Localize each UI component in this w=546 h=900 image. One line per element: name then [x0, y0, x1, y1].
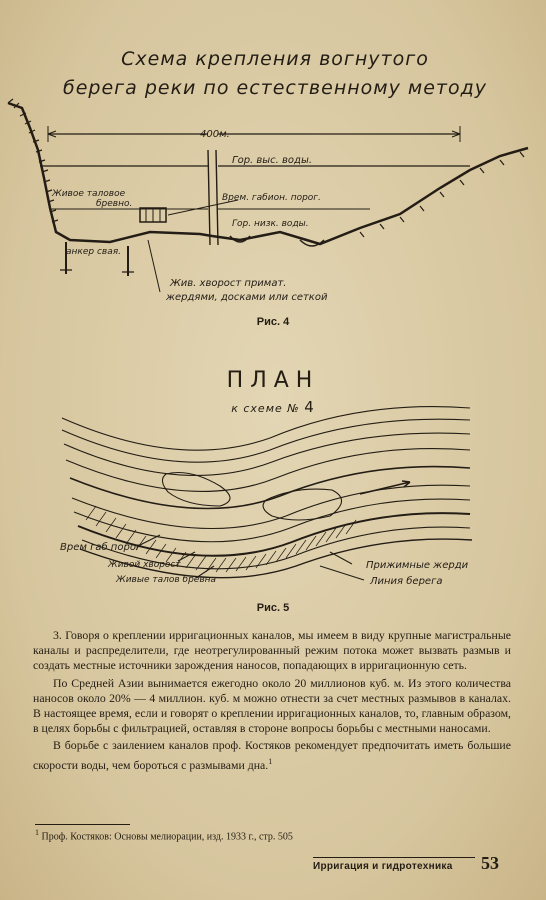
plan-logs-label: Живые талов бревна	[116, 575, 217, 585]
willow-log-label2: бревно.	[96, 199, 133, 209]
figure4-caption: Рис. 4	[256, 316, 290, 328]
paragraph-1: 3. Говоря о креплении ирригационных каналов, мы имеем в виду крупные магистральные каналы и распределители, где неотрегулированный режим потока может вызвать размыв и создать местные источники зарождения наносов, попадающих в ирригационную сеть.	[33, 628, 511, 673]
figure5-caption: Рис. 5	[256, 602, 290, 614]
width-label: 400м.	[200, 129, 230, 140]
footnote: $^1$ Проф. Костяков: Основы мелиорации, изд. 1933 г., стр. 505	[35, 828, 293, 843]
plan-brush-label: Живой хворост	[108, 560, 181, 570]
figure5-subtitle: к схеме № 4	[231, 398, 315, 416]
brush-label-2: жердями, досками или сеткой	[166, 292, 328, 303]
footer-rule	[313, 857, 475, 858]
body-text	[33, 628, 511, 773]
anchor-label: анкер свая.	[66, 247, 121, 257]
plan-gabion-label: Врем габ порог	[60, 542, 142, 553]
plan-poles-label: Прижимные жерди	[366, 560, 469, 571]
footnote-ref: 1	[268, 756, 273, 766]
high-water-label: Гор. выс. воды.	[232, 155, 313, 166]
gabion-label: Врем. габион. порог.	[222, 193, 321, 203]
brush-label-1: Жив. хворост примат.	[170, 278, 287, 289]
paragraph-3: В борьбе с заилением каналов проф. Костяков рекомендует предпочитать иметь большие скорости воды, чем бороться с размывами дна.$^1$	[33, 738, 511, 772]
figure5-title: ПЛАН	[226, 368, 320, 393]
paragraph-2: По Средней Азии вынимается ежегодно около 20 миллионов куб. м. Из этого количества наносов около 20% — 4 миллион. куб. м можно отнести за счет местных размывов в каналах. В настоящее время, если и говорят о креплении ирригационных каналов, то, главным образом, в целях борьбы с фильтрацией, оставляя в стороне вопросы борьбы с местными наносами.	[33, 675, 511, 736]
plan-bank-label: Линия берега	[370, 576, 443, 587]
figure4-title-line1: Схема крепления вогнутого	[121, 48, 429, 70]
figure4-title-line2: берега реки по естественному методу	[63, 77, 487, 99]
low-water-label: Гор. низк. воды.	[232, 219, 309, 229]
willow-log-label: Живое таловое	[52, 189, 126, 199]
running-footer: Ирригация и гидротехника	[313, 861, 453, 872]
footnote-rule	[35, 824, 130, 825]
page-number: 53	[481, 853, 499, 873]
